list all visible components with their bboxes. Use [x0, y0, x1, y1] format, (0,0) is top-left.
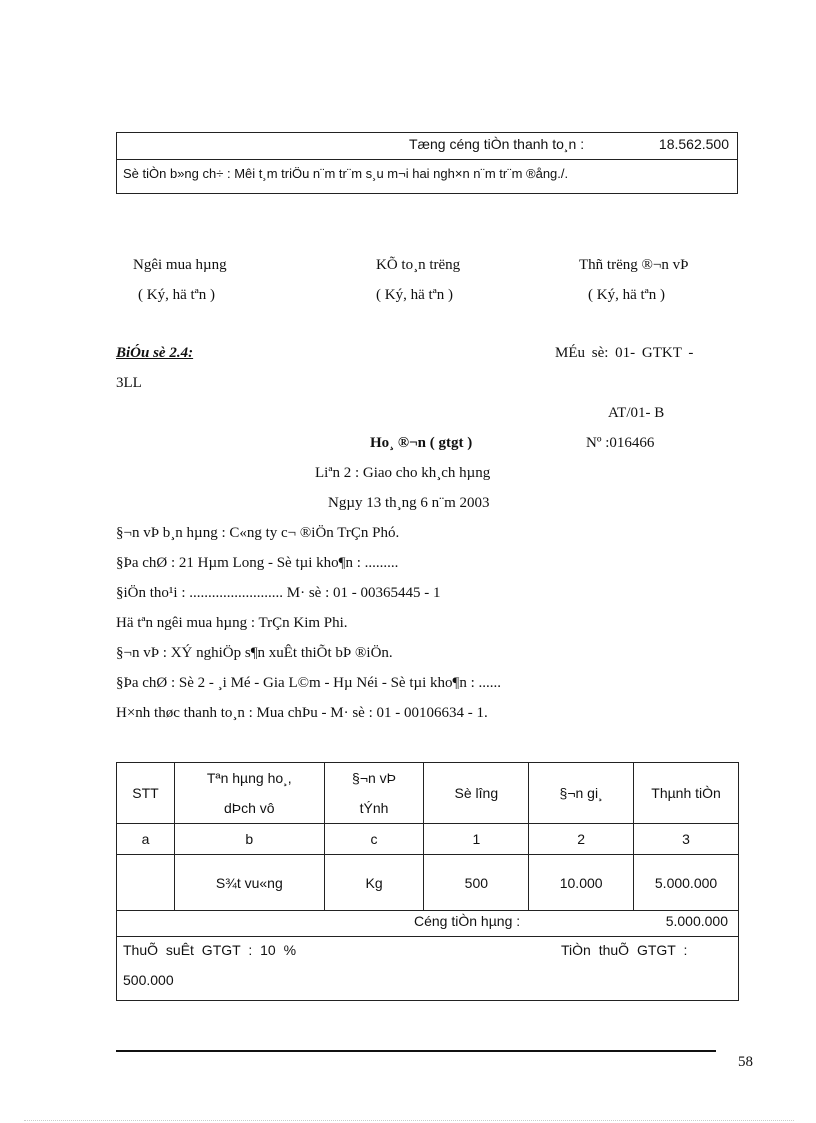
- row-unit: Kg: [324, 855, 424, 911]
- subtotal-value: 5.000.000: [665, 913, 728, 929]
- signature-buyer-title: Ngêi mua hµng: [133, 257, 227, 273]
- header-stt: STT: [117, 763, 175, 824]
- invoice-date: Ngµy 13 th¸ng 6 n¨m 2003: [328, 495, 490, 511]
- seller-unit: §¬n vÞ b¸n hµng : C«ng ty c¬ ®iÖn TrÇn Phó.: [116, 525, 400, 541]
- page-edge-rule: [24, 1120, 794, 1121]
- table-row: [117, 855, 739, 911]
- vat-amount-value: 500.000: [123, 972, 174, 988]
- code-cell: 1: [424, 824, 529, 855]
- row-quantity: 500: [424, 855, 529, 911]
- form-code: MÉu sè: 01- GTKT -: [555, 345, 694, 361]
- row-unit-price: 10.000: [529, 855, 634, 911]
- page-number: 58: [738, 1054, 753, 1070]
- code-cell: a: [117, 824, 175, 855]
- total-label: Tæng céng tiÒn thanh to¸n :: [409, 136, 585, 152]
- invoice-series: AT/01- B: [608, 405, 665, 421]
- amount-in-words: Sè tiÒn b»ng ch÷ : Mêi t¸m triÖu n¨m tr¨m s¸u m¬i hai ngh×n n¨m tr¨m ®ång./.: [123, 166, 569, 181]
- header-goods: [174, 763, 324, 824]
- invoice-copy: Liªn 2 : Giao cho kh¸ch hµng: [315, 465, 491, 481]
- row-divider: [117, 936, 738, 937]
- footer-rule: [116, 1050, 716, 1052]
- signature-director-note: ( Ký, hä tªn ): [588, 287, 666, 303]
- row-amount: 5.000.000: [634, 855, 739, 911]
- code-cell: b: [174, 824, 324, 855]
- figure-label: BiÓu sè 2.4:: [116, 345, 194, 361]
- row-stt: [117, 855, 175, 911]
- header-unit: [324, 763, 424, 824]
- total-summary-box: [116, 132, 738, 194]
- tax-summary-box: [116, 910, 739, 1001]
- signature-accountant-title: KÕ to¸n trëng: [376, 257, 461, 273]
- total-value: 18.562.500: [658, 136, 729, 152]
- invoice-title: Ho¸ ®¬n ( gtgt ): [370, 435, 473, 451]
- header-amount: Thµnh tiÒn: [634, 763, 739, 824]
- buyer-unit: §¬n vÞ : XÝ nghiÖp s¶n xuÊt thiÕt bÞ ®iÖn.: [116, 645, 393, 661]
- invoice-items-table: [116, 762, 739, 911]
- signature-accountant-note: ( Ký, hä tªn ): [376, 287, 454, 303]
- code-cell: c: [324, 824, 424, 855]
- payment-method: H×nh thøc thanh to¸n : Mua chÞu - M· sè : 01 - 00106634 - 1.: [116, 705, 488, 721]
- header-unit-price: §¬n gi¸: [529, 763, 634, 824]
- signature-director-title: Thñ trëng ®¬n vÞ: [579, 257, 689, 273]
- row-goods-name: S¾t vu«ng: [174, 855, 324, 911]
- buyer-address: §Þa chØ : Sè 2 - ¸i Mé - Gia L©m - Hµ Néi - Sè tµi kho¶n : ......: [116, 675, 502, 691]
- form-code-continued: 3LL: [116, 375, 142, 391]
- invoice-number: Nº :016466: [586, 435, 655, 451]
- vat-rate: ThuÕ suÊt GTGT : 10 %: [123, 942, 297, 958]
- signature-buyer-note: ( Ký, hä tªn ): [138, 287, 216, 303]
- header-goods-line2: dÞch vô: [223, 800, 275, 816]
- header-quantity: Sè lîng: [424, 763, 529, 824]
- buyer-name: Hä tªn ngêi mua hµng : TrÇn Kim Phi.: [116, 615, 348, 631]
- vat-amount-label: TiÒn thuÕ GTGT :: [561, 942, 688, 958]
- subtotal-label: Céng tiÒn hµng :: [414, 913, 521, 929]
- table-code-row: [117, 824, 739, 855]
- table-header-row: [117, 763, 739, 824]
- seller-phone: §iÖn tho¹i : ......................... M· sè : 01 - 00365445 - 1: [116, 585, 441, 601]
- code-cell: 2: [529, 824, 634, 855]
- header-goods-line1: Tªn hµng ho¸,: [206, 770, 292, 786]
- code-cell: 3: [634, 824, 739, 855]
- header-unit-line1: §¬n vÞ: [352, 770, 397, 786]
- box-divider: [117, 159, 737, 160]
- seller-address: §Þa chØ : 21 Hµm Long - Sè tµi kho¶n : .........: [116, 555, 399, 571]
- header-unit-line2: tÝnh: [359, 800, 389, 816]
